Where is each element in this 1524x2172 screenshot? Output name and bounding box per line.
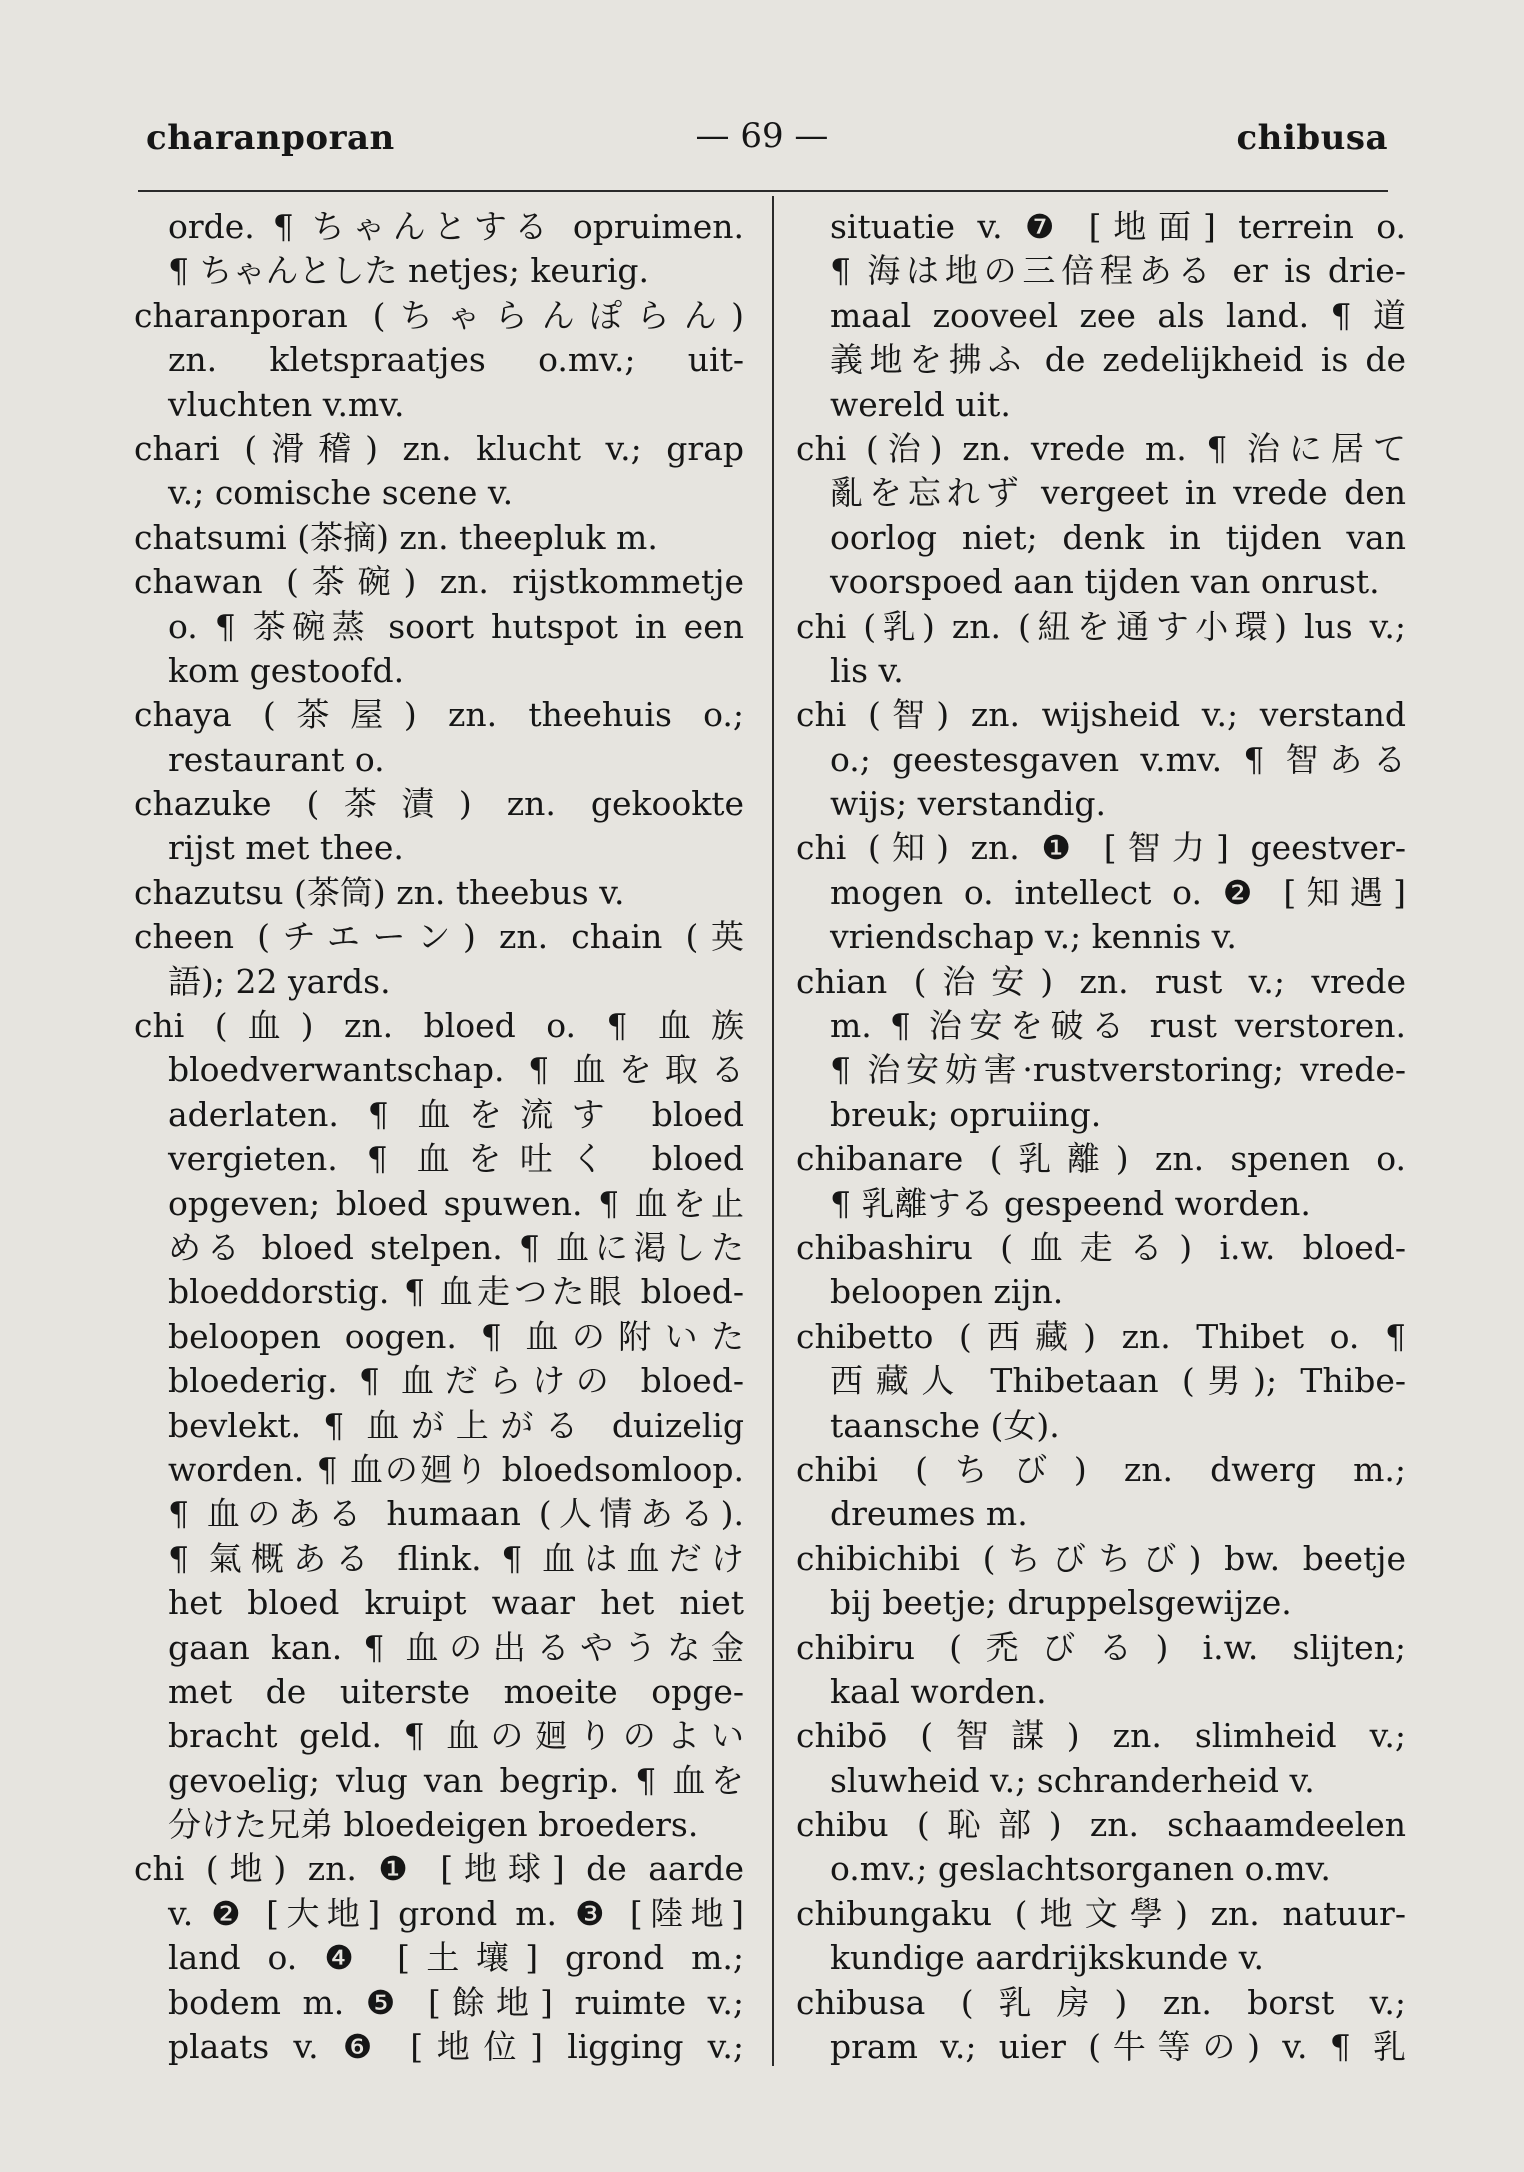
entry-headword-line: chibanare (乳離) zn. spenen o. <box>796 1139 1406 1179</box>
right-guideword: chibusa <box>1236 118 1388 158</box>
entry-line: pram v.; uier (牛等の) v. ¶ 乳 <box>830 2027 1406 2067</box>
entry-line: opgeven; bloed spuwen. ¶ 血を止 <box>168 1183 744 1223</box>
entry-headword-line: chi (乳) zn. (紐を通す小環) lus v.; <box>796 606 1406 646</box>
entry-headword-line: chi (地) zn. ❶ [地球] de aarde <box>134 1849 744 1889</box>
entry-line: sluwheid v.; schranderheid v. <box>830 1760 1315 1800</box>
entry-line: vergieten. ¶ 血を吐く bloed <box>168 1139 744 1179</box>
entry-line: restaurant o. <box>168 739 385 779</box>
entry-headword-line: chazutsu (茶筒) zn. theebus v. <box>134 872 625 912</box>
entry-line: bij beetje; druppelsgewijze. <box>830 1583 1292 1623</box>
entry-line: o. ¶ 茶碗蒸 soort hutspot in een <box>168 606 744 646</box>
entry-headword-line: chi (知) zn. ❶ [智力] geestver- <box>796 828 1406 868</box>
entry-line: worden. ¶ 血の廻り bloedsomloop. <box>168 1449 744 1489</box>
entry-headword-line: chibetto (西藏) zn. Thibet o. ¶ <box>796 1316 1406 1356</box>
entry-line: vriendschap v.; kennis v. <box>830 917 1237 957</box>
entry-headword-line: chibu (恥部) zn. schaamdeelen <box>796 1805 1406 1845</box>
entry-headword-line: chian (治安) zn. rust v.; vrede <box>796 961 1406 1001</box>
entry-line: 分けた兄弟 bloedeigen broeders. <box>168 1805 699 1845</box>
entry-line: taansche (女). <box>830 1405 1060 1445</box>
entry-line: wijs; verstandig. <box>830 784 1106 824</box>
entry-line: kaal worden. <box>830 1671 1047 1711</box>
entry-headword-line: chari (滑稽) zn. klucht v.; grap <box>134 428 744 468</box>
entry-headword-line: chibi (ちび) zn. dwerg m.; <box>796 1449 1406 1489</box>
entry-line: bloederig. ¶ 血だらけの bloed- <box>168 1361 744 1401</box>
entry-headword-line: chibō (智謀) zn. slimheid v.; <box>796 1716 1406 1756</box>
page-number: — 69 — <box>695 116 829 156</box>
entry-line: ¶ 血のある humaan (人情ある). <box>168 1494 744 1534</box>
entry-line: land o. ❹ [土壤] grond m.; <box>168 1938 744 1978</box>
entry-line: beloopen oogen. ¶ 血の附いた <box>168 1316 744 1356</box>
entry-headword-line: chazuke (茶漬) zn. gekookte <box>134 784 744 824</box>
entry-headword-line: chi (血) zn. bloed o. ¶ 血族 <box>134 1006 744 1046</box>
right-column <box>796 205 1406 2069</box>
entry-line: het bloed kruipt waar het niet <box>168 1583 744 1623</box>
entry-line: situatie v. ❼ [地面] terrein o. <box>830 207 1406 246</box>
left-column <box>134 205 744 2069</box>
entry-headword-line: chi (智) zn. wijsheid v.; verstand <box>796 695 1406 735</box>
entry-line: v.; comische scene v. <box>168 473 514 513</box>
entry-headword-line: chibiru (禿びる) i.w. slijten; <box>796 1627 1406 1667</box>
entry-line: vluchten v.mv. <box>168 384 405 424</box>
entry-line: met de uiterste moeite opge- <box>168 1671 744 1711</box>
entry-line: kom gestoofd. <box>168 650 405 690</box>
entry-line: oorlog niet; denk in tijden van <box>830 517 1406 557</box>
entry-headword-line: chibungaku (地文學) zn. natuur- <box>796 1893 1406 1933</box>
entry-line: o.; geestesgaven v.mv. ¶ 智ある <box>830 739 1406 779</box>
entry-line: wereld uit. <box>830 384 1011 424</box>
left-guideword: charanporan <box>146 118 395 158</box>
entry-line: lis v. <box>830 650 904 690</box>
entry-line: bodem m. ❺ [餘地] ruimte v.; <box>168 1982 744 2022</box>
entry-headword-line: cheen (チエーン) zn. chain (英 <box>134 917 744 957</box>
header-rule <box>138 190 1388 192</box>
entry-headword-line: chatsumi (茶摘) zn. theepluk m. <box>134 517 658 557</box>
entry-line: ¶ 海は地の三倍程ある er is drie- <box>830 251 1406 291</box>
entry-line: gaan kan. ¶ 血の出るやうな金 <box>168 1627 744 1667</box>
entry-line: める bloed stelpen. ¶ 血に渇した <box>168 1227 744 1267</box>
entry-line: ¶ 治安妨害·rustverstoring; vrede- <box>830 1050 1406 1090</box>
entry-line: ¶ ちゃんとした netjes; keurig. <box>168 251 650 291</box>
entry-line: o.mv.; geslachtsorganen o.mv. <box>830 1849 1331 1889</box>
entry-line: mogen o. intellect o. ❷ [知遇] <box>830 872 1406 912</box>
entry-line: bracht geld. ¶ 血の廻りのよい <box>168 1716 744 1756</box>
entry-line: breuk; opruiing. <box>830 1094 1102 1134</box>
entry-headword-line: chibusa (乳房) zn. borst v.; <box>796 1982 1406 2022</box>
entry-line: dreumes m. <box>830 1494 1028 1534</box>
entry-headword-line: chibashiru (血走る) i.w. bloed- <box>796 1227 1406 1267</box>
entry-line: bloedverwantschap. ¶ 血を取る <box>168 1050 744 1090</box>
entry-line: 西藏人 Thibetaan (男); Thibe- <box>830 1361 1406 1401</box>
column-divider <box>772 196 774 2066</box>
entry-line: ¶ 氣概ある flink. ¶ 血は血だけ <box>168 1538 744 1578</box>
entry-line: kundige aardrijkskunde v. <box>830 1938 1264 1978</box>
entry-line: voorspoed aan tijden van onrust. <box>830 562 1380 602</box>
entry-line: 義地を拂ふ de zedelijkheid is de <box>830 340 1406 380</box>
entry-line: bloeddorstig. ¶ 血走つた眼 bloed- <box>168 1272 744 1312</box>
entry-line: zn. kletspraatjes o.mv.; uit- <box>168 340 744 380</box>
entry-line: 語); 22 yards. <box>168 961 391 1001</box>
entry-line: maal zooveel zee als land. ¶ 道 <box>830 295 1406 335</box>
entry-line: beloopen zijn. <box>830 1272 1064 1312</box>
entry-line: bevlekt. ¶ 血が上がる duizelig <box>168 1405 744 1445</box>
entry-line: aderlaten. ¶ 血を流す bloed <box>168 1094 744 1134</box>
entry-line: orde. ¶ ちゃんとする opruimen. <box>168 207 744 246</box>
entry-headword-line: chawan (茶碗) zn. rijstkommetje <box>134 562 744 602</box>
entry-line: gevoelig; vlug van begrip. ¶ 血を <box>168 1760 744 1800</box>
entry-line: plaats v. ❻ [地位] ligging v.; <box>168 2027 744 2067</box>
entry-headword-line: chaya (茶屋) zn. theehuis o.; <box>134 695 744 735</box>
entry-line: ¶ 乳離する gespeend worden. <box>830 1183 1311 1223</box>
entry-headword-line: chibichibi (ちびちび) bw. beetje <box>796 1538 1406 1578</box>
entry-line: m. ¶ 治安を破る rust verstoren. <box>830 1006 1406 1046</box>
entry-headword-line: charanporan (ちゃらんぽらん) <box>134 295 744 335</box>
entry-line: rijst met thee. <box>168 828 404 868</box>
entry-line: v. ❷ [大地] grond m. ❸ [陸地] <box>168 1893 744 1933</box>
entry-line: 亂を忘れず vergeet in vrede den <box>830 473 1406 513</box>
entry-headword-line: chi (治) zn. vrede m. ¶ 治に居て <box>796 428 1406 468</box>
